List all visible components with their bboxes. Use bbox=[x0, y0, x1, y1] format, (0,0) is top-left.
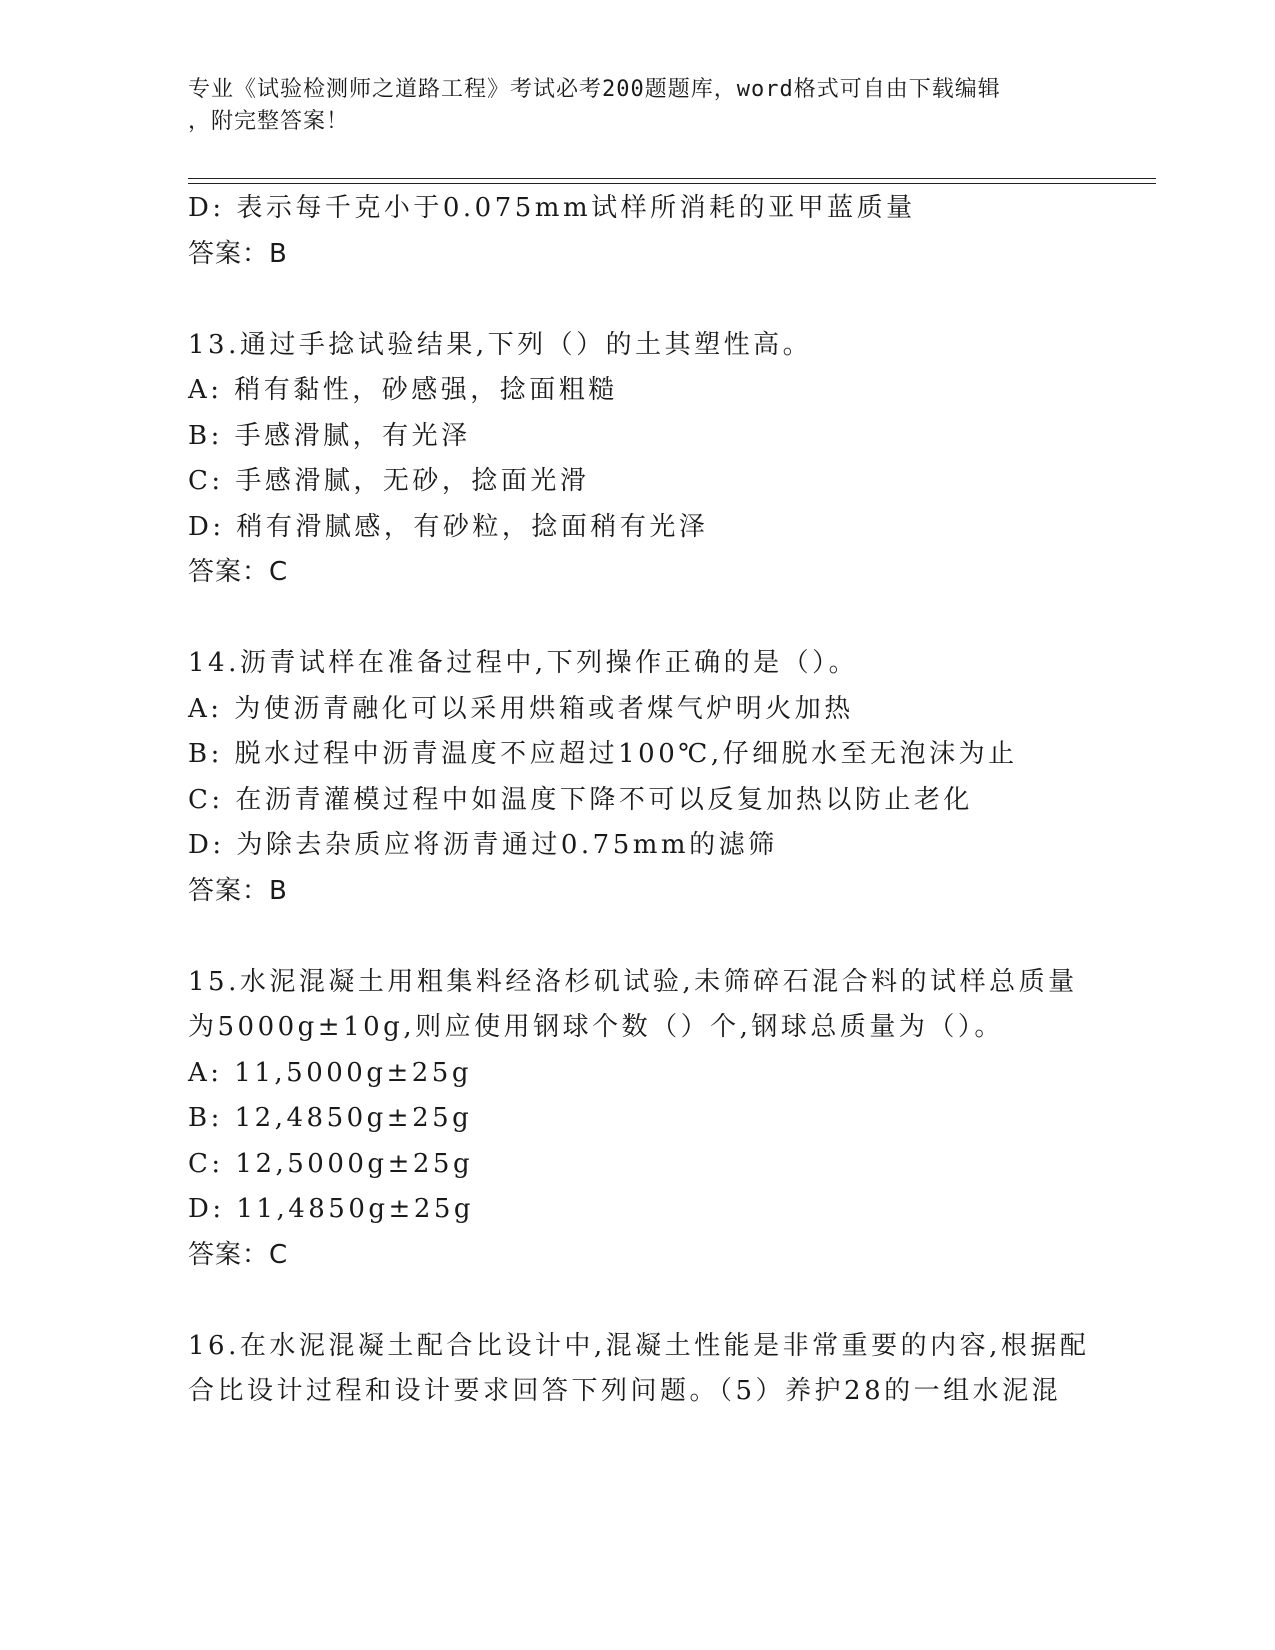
option-a: A: 稍有黏性，砂感强，捻面粗糙 bbox=[188, 375, 618, 405]
option-d: D: 为除去杂质应将沥青通过0.75mm的滤筛 bbox=[188, 830, 778, 860]
question-text-line-1: 16.在水泥混凝土配合比设计中,混凝土性能是非常重要的内容,根据配 bbox=[188, 1330, 1090, 1361]
header-line-1: 专业《试验检测师之道路工程》考试必考200题题库，word格式可自由下载编辑 bbox=[188, 77, 1001, 102]
question-13 bbox=[188, 323, 1088, 596]
question-12-tail bbox=[188, 186, 1088, 277]
spacer bbox=[188, 1278, 1088, 1324]
header-line-2: ，附完整答案！ bbox=[188, 109, 350, 134]
question-15 bbox=[188, 960, 1088, 1279]
answer: 答案：B bbox=[188, 875, 288, 906]
answer: 答案：C bbox=[188, 1239, 289, 1270]
answer: 答案：C bbox=[188, 557, 289, 587]
document-body bbox=[188, 186, 1088, 1415]
option-a: A: 为使沥青融化可以采用烘箱或者煤气炉明火加热 bbox=[188, 693, 854, 724]
header-divider-bottom bbox=[188, 183, 1156, 184]
option-b: B: 手感滑腻，有光泽 bbox=[188, 420, 471, 451]
option-d: D: 稍有滑腻感，有砂粒，捻面稍有光泽 bbox=[188, 511, 709, 542]
option-a: A: 11,5000g±25g bbox=[188, 1057, 472, 1088]
option-c: C: 12,5000g±25g bbox=[188, 1148, 474, 1179]
spacer bbox=[188, 914, 1088, 960]
question-text: 13.通过手捻试验结果,下列（）的土其塑性高。 bbox=[188, 329, 813, 360]
option-d: D: 11,4850g±25g bbox=[188, 1194, 475, 1224]
question-text-line-1: 15.水泥混凝土用粗集料经洛杉矶试验,未筛碎石混合料的试样总质量 bbox=[188, 966, 1078, 997]
question-16 bbox=[188, 1324, 1088, 1415]
option-d: D: 表示每千克小于0.075mm试样所消耗的亚甲蓝质量 bbox=[188, 193, 916, 223]
answer: 答案：B bbox=[188, 238, 288, 269]
option-c: C: 在沥青灌模过程中如温度下降不可以反复加热以防止老化 bbox=[188, 784, 973, 815]
header-divider-top bbox=[188, 178, 1156, 179]
option-c: C: 手感滑腻，无砂，捻面光滑 bbox=[188, 466, 590, 496]
document-header bbox=[188, 74, 1088, 138]
question-text-line-2: 为5000g±10g,则应使用钢球个数（）个,钢球总质量为（）。 bbox=[188, 1012, 1004, 1042]
question-text-line-2: 合比设计过程和设计要求回答下列问题。（5）养护28的一组水泥混 bbox=[188, 1376, 1062, 1406]
spacer bbox=[188, 277, 1088, 323]
option-b: B: 脱水过程中沥青温度不应超过100℃,仔细脱水至无泡沫为止 bbox=[188, 739, 1018, 769]
question-14 bbox=[188, 641, 1088, 914]
question-text: 14.沥青试样在准备过程中,下列操作正确的是（）。 bbox=[188, 648, 859, 678]
spacer bbox=[188, 596, 1088, 642]
option-b: B: 12,4850g±25g bbox=[188, 1103, 473, 1133]
